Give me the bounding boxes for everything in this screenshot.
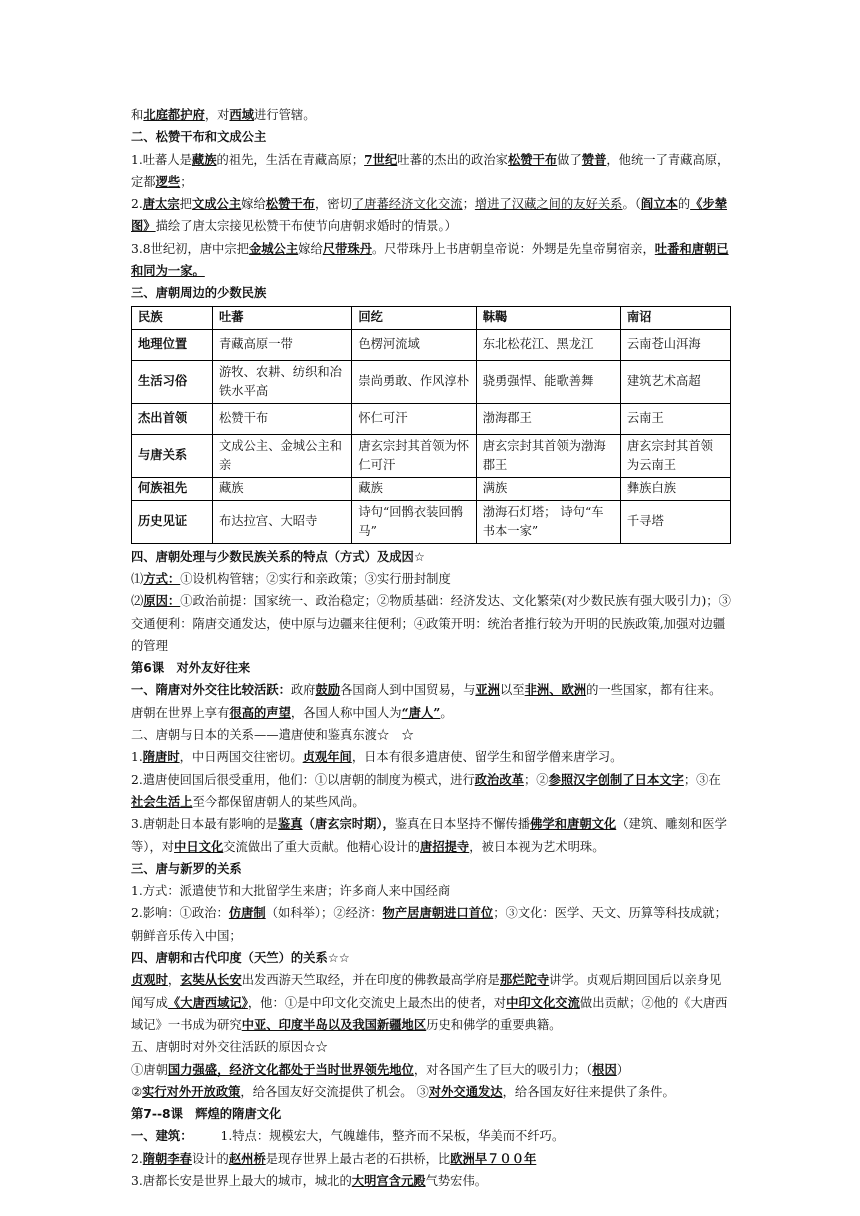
paragraph: 贞观时，玄奘从长安出发西游天竺取经，并在印度的佛教最高学府是那烂陀寺讲学。贞观后期回国后以亲身见闻写成《大唐西域记》，他：①是中印文化交流史上最杰出的使者，对中印文化交流做出贡献；②他的《大唐西域记》一书成为研究中亚、印度半岛以及我国新疆地区历史和佛学的重要典籍。: [131, 972, 728, 1032]
section-heading: 二、松赞干布和文成公主: [131, 130, 267, 145]
paragraph: ①唐朝国力强盛，经济文化都处于当时世界领先地位，对各国产生了巨大的吸引力；（根因）: [131, 1061, 630, 1077]
paragraph: 3.唐朝赴日本最有影响的是鉴真（唐玄宗时期），鉴真在日本坚持不懈传播佛学和唐朝文化（建筑、雕刻和医学等），对中日文化交流做出了重大贡献。他精心设计的唐招提寺，被日本视为艺术明珠。: [131, 816, 727, 854]
paragraph: 1.吐蕃人是藏族的祖先，生活在青藏高原；7世纪吐蕃的杰出的政治家松赞干布做了赞普，他统一了青藏高原，定都逻些；: [131, 151, 730, 189]
table-cell: 云南苍山洱海: [620, 329, 730, 360]
paragraph: 2.影响：①政治：仿唐制（如科举）；②经济：物产居唐朝进口首位；③文化：医学、天文、历算等科技成就；朝鲜音乐传入中国；: [131, 905, 727, 943]
table-cell: 藏族: [352, 477, 476, 500]
section-heading: 二、唐朝与日本的关系——遣唐使和鉴真东渡☆ ☆: [131, 728, 414, 743]
paragraph: 2.唐太宗把文成公主嫁给松赞干布，密切了唐蕃经济文化交流；增进了汉藏之间的友好关系。（阎立本的《步辇图》描绘了唐太宗接见松赞干布使节向唐朝求婚时的情景。）: [131, 196, 728, 234]
paragraph: 3.8世纪初，唐中宗把金城公主嫁给尺带珠丹。尺带珠丹上书唐朝皇帝说：外甥是先皇帝舅宿亲，吐番和唐朝已和同为一家。: [131, 240, 729, 279]
table-header-row: [132, 306, 731, 329]
table-cell: 彝族白族: [620, 477, 730, 500]
table-cell: 藏族: [213, 477, 352, 500]
table-row: [132, 434, 731, 477]
lesson-heading: 第7--8课 辉煌的隋唐文化: [131, 1107, 282, 1122]
table-header-cell: 南诏: [620, 306, 730, 329]
table-row-header: 生活习俗: [132, 360, 213, 403]
table-header-cell: 回纥: [352, 306, 476, 329]
paragraph: ⑴方式：①设机构管辖；②实行和亲政策；③实行册封制度: [131, 570, 451, 586]
table-cell: 千寻塔: [620, 500, 730, 543]
text-line: 和北庭都护府，对西域进行管辖。: [131, 107, 316, 122]
table-cell: 诗句“回鹘衣装回鹘马”: [352, 500, 476, 543]
table-cell: 怀仁可汗: [352, 403, 476, 434]
paragraph: 一、建筑： 1.特点：规模宏大，气魄雄伟，整齐而不呆板，华美而不纤巧。: [131, 1128, 565, 1144]
table-cell: 文成公主、金城公主和亲: [213, 434, 352, 477]
section-heading: 三、唐朝周边的少数民族: [131, 286, 267, 301]
table-header-cell: 靺鞨: [476, 306, 620, 329]
table-row-header: 历史见证: [132, 500, 213, 543]
table-cell: 建筑艺术高超: [620, 360, 730, 403]
table-cell: 渤海郡王: [476, 403, 620, 434]
table-header-cell: 民族: [132, 306, 213, 329]
table-row-header: 地理位置: [132, 329, 213, 360]
table-cell: 崇尚勇敢、作风淳朴: [352, 360, 476, 403]
table-cell: 唐玄宗封其首领为云南王: [620, 434, 730, 477]
table-cell: 游牧、农耕、纺织和冶铁水平高: [213, 360, 352, 403]
paragraph: 2.遣唐使回国后很受重用，他们：①以唐朝的制度为模式，进行政治改革；②参照汉字创制了日本文字；③在社会生活上至今都保留唐朝人的某些风尚。: [131, 771, 721, 809]
table-row: [132, 477, 731, 500]
paragraph: 2.隋朝李春设计的赵州桥是现存世界上最古老的石拱桥，比欧洲早７００年: [131, 1150, 537, 1166]
section-heading: 四、唐朝和古代印度（天竺）的关系☆☆: [131, 951, 350, 966]
ethnic-groups-table: [131, 306, 731, 544]
table-row-header: 何族祖先: [132, 477, 213, 500]
table-cell: 云南王: [620, 403, 730, 434]
lesson-heading: 第6课 对外友好往来: [131, 661, 251, 676]
table-cell: 骁勇强悍、能歌善舞: [476, 360, 620, 403]
table-cell: 唐玄宗封其首领为渤海郡王: [476, 434, 620, 477]
paragraph: 一、隋唐对外交往比较活跃：政府鼓励各国商人到中国贸易，与亚洲以至非洲、欧洲的一些国家，都有往来。唐朝在世界上享有很高的声望，各国人称中国人为“唐人”。: [131, 682, 722, 720]
table-row: [132, 329, 731, 360]
section-heading: 四、唐朝处理与少数民族关系的特点（方式）及成因☆: [131, 549, 425, 564]
table-cell: 青藏高原一带: [213, 329, 352, 360]
table-header-cell: 吐蕃: [213, 306, 352, 329]
table-cell: 唐玄宗封其首领为怀仁可汗: [352, 434, 476, 477]
paragraph: ⑵原因：①政治前提：国家统一、政治稳定；②物质基础：经济发达、文化繁荣(对少数民族有强大吸引力)；③交通便利：隋唐交通发达，使中原与边疆来往便利；④政策开明：统治者推行较为开明的民族政策,加强对边疆的管理: [131, 593, 731, 653]
table-cell: 松赞干布: [213, 403, 352, 434]
table-row-header: 杰出首领: [132, 403, 213, 434]
table-row: [132, 500, 731, 543]
paragraph: ②实行对外开放政策，给各国友好交流提供了机会。 ③对外交通发达，给各国友好往来提供了条件。: [131, 1083, 675, 1099]
table-cell: 满族: [476, 477, 620, 500]
table-cell: 色楞河流域: [352, 329, 476, 360]
table-row-header: 与唐关系: [132, 434, 213, 477]
section-heading: 五、唐朝时对外交往活跃的原因☆☆: [131, 1040, 328, 1055]
table-cell: 布达拉宫、大昭寺: [213, 500, 352, 543]
paragraph: 3.唐都长安是世界上最大的城市，城北的大明宫含元殿气势宏伟。: [131, 1172, 488, 1188]
section-heading: 三、唐与新罗的关系: [131, 861, 242, 876]
paragraph: 1.方式：派遣使节和大批留学生来唐；许多商人来中国经商: [131, 884, 451, 899]
table-row: [132, 403, 731, 434]
table-cell: 东北松花江、黑龙江: [476, 329, 620, 360]
table-row: [132, 360, 731, 403]
table-cell: 渤海石灯塔； 诗句“车书本一家”: [476, 500, 620, 543]
paragraph: 1.隋唐时，中日两国交往密切。贞观年间，日本有很多遣唐使、留学生和留学僧来唐学习。: [131, 749, 623, 765]
document-page: [131, 104, 731, 1192]
